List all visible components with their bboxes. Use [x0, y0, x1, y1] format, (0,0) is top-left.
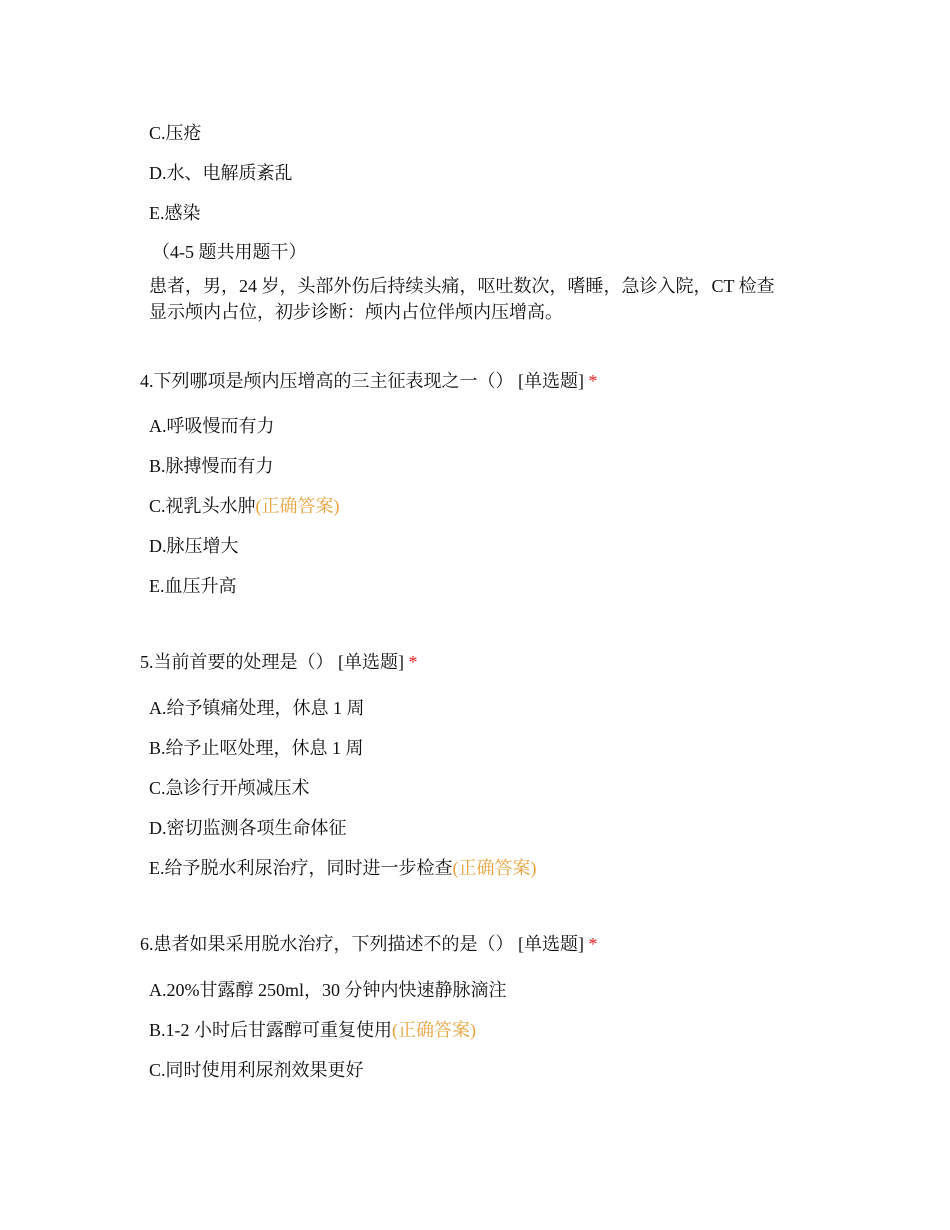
- option-text: B.脉搏慢而有力: [149, 456, 274, 476]
- option-text: E.给予脱水利尿治疗，同时进一步检查: [149, 858, 453, 878]
- question-type: [单选题]: [518, 934, 584, 954]
- option-text: C.视乳头水肿: [149, 496, 256, 516]
- option-item: [149, 736, 364, 760]
- required-mark: *: [588, 934, 598, 954]
- required-mark: *: [588, 371, 598, 391]
- option-item: D.水、电解质紊乱: [149, 163, 293, 183]
- option-item: [149, 454, 274, 478]
- correct-answer-tag: (正确答案): [255, 496, 340, 516]
- option-item: E.感染: [149, 203, 201, 223]
- required-mark: *: [408, 652, 418, 672]
- option-text: B.给予止呕处理，休息 1 周: [149, 738, 364, 758]
- option-item: [149, 574, 237, 598]
- option-item: [149, 534, 239, 558]
- question-type: [单选题]: [338, 652, 404, 672]
- option-item: [149, 816, 347, 840]
- option-item: [149, 978, 507, 1002]
- option-item: [149, 1058, 364, 1082]
- correct-answer-tag: (正确答案): [392, 1020, 476, 1040]
- option-item: [149, 776, 310, 800]
- shared-stem-label: （4-5 题共用题干）: [152, 242, 307, 262]
- question-title: [140, 932, 598, 956]
- question-title: [140, 650, 418, 674]
- option-text: C.急诊行开颅减压术: [149, 778, 310, 798]
- correct-answer-tag: (正确答案): [452, 858, 537, 878]
- shared-stem-text: 显示颅内占位，初步诊断：颅内占位伴颅内压增高。: [149, 302, 563, 322]
- question-title: [140, 369, 598, 393]
- option-text: B.1-2 小时后甘露醇可重复使用: [149, 1020, 392, 1040]
- option-text: A.20%甘露醇 250ml，30 分钟内快速静脉滴注: [149, 980, 507, 1000]
- question-text: 4.下列哪项是颅内压增高的三主征表现之一（）: [140, 371, 514, 391]
- option-item: [149, 494, 340, 518]
- option-text: C.同时使用利尿剂效果更好: [149, 1060, 364, 1080]
- option-text: E.血压升高: [149, 576, 237, 596]
- option-item: [149, 1018, 476, 1042]
- option-item: [149, 414, 275, 438]
- option-item: C.压疮: [149, 123, 202, 143]
- question-text: 6.患者如果采用脱水治疗，下列描述不的是（）: [140, 934, 514, 954]
- question-text: 5.当前首要的处理是（）: [140, 652, 334, 672]
- option-text: D.密切监测各项生命体征: [149, 818, 347, 838]
- option-text: D.脉压增大: [149, 536, 239, 556]
- question-type: [单选题]: [518, 371, 584, 391]
- option-text: A.给予镇痛处理，休息 1 周: [149, 698, 365, 718]
- option-item: [149, 696, 365, 720]
- option-text: A.呼吸慢而有力: [149, 416, 275, 436]
- shared-stem-text: 患者，男，24 岁，头部外伤后持续头痛，呕吐数次，嗜睡，急诊入院，CT 检查: [149, 276, 775, 296]
- option-item: [149, 856, 537, 880]
